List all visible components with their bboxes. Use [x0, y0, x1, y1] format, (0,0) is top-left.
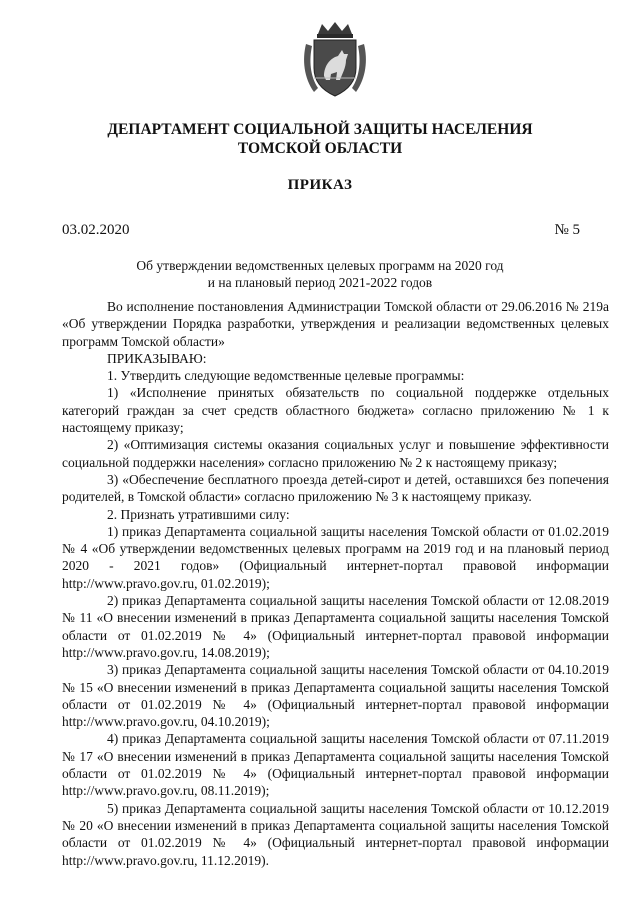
- clause-1-heading: 1. Утвердить следующие ведомственные целевые программы:: [107, 368, 465, 384]
- order-body: [62, 298, 609, 869]
- clause-2-item-3: 3) приказ Департамента социальной защиты населения Томской области от 04.10.2019 № 15 «О внесении изменений в приказ Департамента социальной защиты населения Томской области от 01.02.2019 № 4» (Официальный интернет-портал правовой информации http://www.pravo.gov.ru, 04.10.2019);: [62, 662, 609, 730]
- department-name-line2: ТОМСКОЙ ОБЛАСТИ: [237, 140, 403, 157]
- order-directive: ПРИКАЗЫВАЮ:: [107, 350, 207, 366]
- clause-2-item-1: 1) приказ Департамента социальной защиты населения Томской области от 01.02.2019 № 4 «Об утверждении ведомственных целевых программ на 2019 год и на плановый период 2020 - 2021 годов» (Официальный интернет-портал правовой информации http://www.pravo.gov.ru, 01.02.2019);: [62, 523, 609, 591]
- clause-2-item-5: 5) приказ Департамента социальной защиты населения Томской области от 10.12.2019 № 20 «О внесении изменений в приказ Департамента социальной защиты населения Томской области от 01.02.2019 № 4» (Официальный интернет-портал правовой информации http://www.pravo.gov.ru, 11.12.2019).: [62, 800, 609, 868]
- order-number: № 5: [554, 222, 580, 238]
- clause-1-item-1: 1) «Исполнение принятых обязательств по социальной поддержке отдельных категорий граждан за счет средств областного бюджета» согласно приложению № 1 к настоящему приказу;: [62, 385, 609, 436]
- document-type: ПРИКАЗ: [287, 177, 353, 193]
- department-name-line1: ДЕПАРТАМЕНТ СОЦИАЛЬНОЙ ЗАЩИТЫ НАСЕЛЕНИЯ: [107, 121, 533, 138]
- preamble-paragraph: Во исполнение постановления Администрации Томской области от 29.06.2016 № 219а «Об утверждении Порядка разработки, утверждения и реализации ведомственных целевых программ Томской области»: [62, 299, 609, 349]
- clause-2-item-4: 4) приказ Департамента социальной защиты населения Томской области от 07.11.2019 № 17 «О внесении изменений в приказ Департамента социальной защиты населения Томской области от 01.02.2019 № 4» (Официальный интернет-портал правовой информации http://www.pravo.gov.ru, 08.11.2019);: [62, 731, 609, 799]
- clause-2-item-2: 2) приказ Департамента социальной защиты населения Томской области от 12.08.2019 № 11 «О внесении изменений в приказ Департамента социальной защиты населения Томской области от 01.02.2019 № 4» (Официальный интернет-портал правовой информации http://www.pravo.gov.ru, 14.08.2019);: [62, 593, 609, 660]
- coat-of-arms-icon: [300, 20, 370, 100]
- subject-line2: и на плановый период 2021-2022 годов: [207, 275, 433, 290]
- order-date: 03.02.2020: [62, 222, 130, 238]
- clause-2-heading: 2. Признать утратившими силу:: [107, 506, 290, 522]
- clause-1-item-3: 3) «Обеспечение бесплатного проезда детей-сирот и детей, оставшихся без попечения родителей, в Томской области» согласно приложению № 3 к настоящему приказу.: [62, 471, 609, 505]
- subject-line1: Об утверждении ведомственных целевых программ на 2020 год: [136, 258, 504, 273]
- clause-1-item-2: 2) «Оптимизация системы оказания социальных услуг и повышение эффективности социальной поддержки населения» согласно приложению № 2 к настоящему приказу;: [62, 437, 609, 470]
